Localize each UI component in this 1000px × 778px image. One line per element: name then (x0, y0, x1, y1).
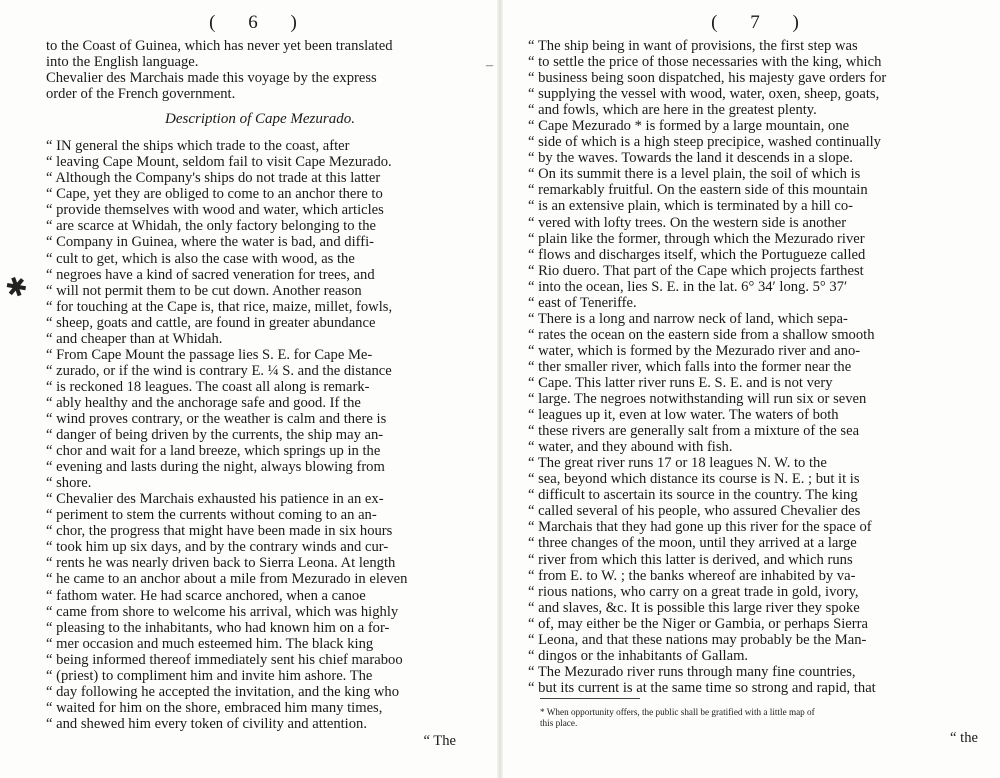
text-line: “ dingos or the inhabitants of Gallam. (528, 647, 749, 664)
text-line: “ remarkably fruitful. On the eastern side of this mountain (528, 182, 868, 199)
text-line: “ water, which is formed by the Mezurado river and ano- (528, 342, 861, 359)
text-line: “ Cape Mezurado * is formed by a large mountain, one (528, 118, 850, 135)
text-line: “ sea, beyond which distance its course is N. E. ; but it is (528, 471, 860, 488)
text-line: “ danger of being driven by the currents, the ship may an- (46, 427, 384, 444)
text-line: “ and shewed him every token of civility and attention. (46, 715, 367, 732)
text-line: “ large. The negroes notwithstanding will run six or seven (528, 391, 867, 408)
text-line: “ mer occasion and much esteemed him. The black king (46, 635, 374, 652)
text-line: “ Cape. This latter river runs E. S. E. and is not very (528, 374, 833, 391)
text-line: Chevalier des Marchais made this voyage by the express (46, 70, 377, 87)
text-line: “ difficult to ascertain its source in the country. The king (528, 487, 858, 504)
text-line: “ periment to stem the currents without coming to an an- (46, 507, 377, 524)
text-line: “ three changes of the moon, until they arrived at a large (528, 535, 857, 552)
intro-paragraph (46, 38, 474, 102)
text-line: “ of, may either be the Niger or Gambia, or perhaps Sierra (528, 615, 868, 632)
text-line: “ leaving Cape Mount, seldom fail to visit Cape Mezurado. (46, 154, 392, 171)
text-line: “ There is a long and narrow neck of land, which sepa- (528, 310, 848, 327)
text-line: “ supplying the vessel with wood, water, oxen, sheep, goats, (528, 86, 880, 103)
text-line: “ Leona, and that these nations may probably be the Man- (528, 631, 867, 648)
text-line: “ called several of his people, who assured Chevalier des (528, 503, 861, 520)
text-line: “ ably healthy and the anchorage safe and good. If the (46, 394, 361, 411)
text-line: “ plain like the former, through which the Mezurado river (528, 230, 865, 247)
text-line: “ by the waves. Towards the land it descends in a slope. (528, 150, 853, 167)
text-line: “ into the ocean, lies S. E. in the lat. 6° 34′ long. 5° 37′ (528, 278, 848, 295)
text-line: “ he came to an anchor about a mile from Mezurado in eleven (46, 571, 408, 588)
text-line: “ (priest) to compliment him and invite him ashore. The (46, 667, 373, 684)
text-line: “ for touching at the Cape is, that rice, maize, millet, fowls, (46, 298, 393, 315)
footnote-line: this place. (540, 717, 578, 728)
text-line: into the English language. (46, 54, 199, 71)
text-line: “ wind proves contrary, or the weather is calm and there is (46, 410, 387, 427)
text-line: “ water, and they abound with fish. (528, 439, 733, 456)
text-line: “ to settle the price of those necessaries with the king, which (528, 54, 882, 71)
catchword-left: “ The (423, 732, 456, 749)
text-line: “ cult to get, which is also the case with wood, as the (46, 250, 355, 267)
text-line: “ shore. (46, 475, 92, 492)
text-line: “ leagues up it, even at low water. The waters of both (528, 407, 839, 424)
margin-dash-mark: – (486, 58, 493, 73)
footnote (528, 707, 996, 729)
right-page (500, 0, 1000, 778)
text-line: “ these rivers are generally salt from a mixture of the sea (528, 423, 860, 440)
text-line: “ negroes have a kind of sacred veneration for trees, and (46, 266, 375, 283)
catchword-right: “ the (950, 729, 978, 746)
left-body-text (46, 138, 474, 732)
text-line: “ being informed thereof immediately sent his chief maraboo (46, 651, 403, 668)
text-line: “ took him up six days, and by the contrary winds and cur- (46, 539, 389, 556)
text-line: “ Cape, yet they are obliged to come to an anchor there to (46, 186, 383, 203)
text-line: “ Rio duero. That part of the Cape which projects farthest (528, 262, 864, 279)
page-number-left: ( 6 ) (209, 12, 311, 33)
text-line: order of the French government. (46, 86, 236, 103)
text-line: “ evening and lasts during the night, always blowing from (46, 459, 385, 476)
right-body-text (528, 38, 996, 696)
footnote-line: * When opportunity offers, the public shall be gratified with a little map of (540, 706, 815, 717)
text-line: “ Marchais that they had gone up this river for the space of (528, 519, 872, 536)
section-heading: Description of Cape Mezurado. (165, 111, 355, 128)
text-line: to the Coast of Guinea, which has never yet been translated (46, 38, 393, 54)
page-number-right: ( 7 ) (711, 12, 813, 33)
text-line: “ came from shore to welcome his arrival, which was highly (46, 603, 399, 620)
footnote-rule (540, 698, 640, 699)
text-line: “ provide themselves with wood and water, which articles (46, 202, 384, 219)
text-line: “ and slaves, &c. It is possible this large river they spoke (528, 599, 860, 616)
margin-asterisk-mark: ✱ (1, 270, 32, 305)
text-line: “ business being soon dispatched, his majesty gave orders for (528, 70, 887, 87)
text-line: “ The great river runs 17 or 18 leagues N. W. to the (528, 455, 827, 472)
text-line: “ Chevalier des Marchais exhausted his patience in an ex- (46, 491, 384, 508)
text-line: “ is reckoned 18 leagues. The coast all along is remark- (46, 378, 370, 395)
text-line: “ On its summit there is a level plain, the soil of which is (528, 166, 861, 183)
text-line: “ From Cape Mount the passage lies S. E. for Cape Me- (46, 346, 373, 363)
text-line: “ but its current is at the same time so strong and rapid, that (528, 679, 876, 696)
text-line: “ vered with lofty trees. On the western side is another (528, 214, 847, 231)
text-line: “ will not permit them to be cut down. Another reason (46, 282, 362, 299)
text-line: “ rents he was nearly driven back to Sierra Leona. At length (46, 555, 396, 572)
text-line: “ day following he accepted the invitation, and the king who (46, 683, 399, 700)
text-line: “ rates the ocean on the eastern side from a shallow smooth (528, 326, 875, 343)
text-line: “ chor, the progress that might have been made in six hours (46, 523, 393, 540)
text-line: “ Although the Company's ships do not trade at this latter (46, 170, 381, 187)
text-line: “ ther smaller river, which falls into the former near the (528, 358, 852, 375)
text-line: “ side of which is a high steep precipice, washed continually (528, 134, 881, 151)
text-line: “ The ship being in want of provisions, the first step was (528, 38, 858, 54)
text-line: “ are scarce at Whidah, the only factory belonging to the (46, 218, 376, 235)
text-line: “ chor and wait for a land breeze, which springs up in the (46, 443, 381, 460)
text-line: “ and cheaper than at Whidah. (46, 330, 223, 347)
text-line: “ Company in Guinea, where the water is bad, and diffi- (46, 234, 374, 251)
text-line: “ zurado, or if the wind is contrary E. ¼ S. and the distance (46, 362, 392, 379)
text-line: “ The Mezurado river runs through many fine countries, (528, 663, 856, 680)
text-line: “ and fowls, which are here in the greatest plenty. (528, 102, 817, 119)
text-line: “ waited for him on the shore, embraced him many times, (46, 699, 383, 716)
text-line: “ from E. to W. ; the banks whereof are inhabited by va- (528, 567, 856, 584)
text-line: “ flows and discharges itself, which the Portugueze called (528, 246, 866, 263)
text-line: “ pleasing to the inhabitants, who had known him on a for- (46, 619, 390, 636)
text-line: “ rious nations, who carry on a great trade in gold, ivory, (528, 583, 859, 600)
text-line: “ river from which this latter is derived, and which runs (528, 551, 853, 568)
text-line: “ east of Teneriffe. (528, 294, 637, 311)
text-line: “ sheep, goats and cattle, are found in greater abundance (46, 314, 376, 331)
text-line: “ fathom water. He had scarce anchored, when a canoe (46, 587, 366, 604)
text-line: “ is an extensive plain, which is terminated by a hill co- (528, 198, 854, 215)
text-line: “ IN general the ships which trade to the coast, after (46, 138, 350, 155)
